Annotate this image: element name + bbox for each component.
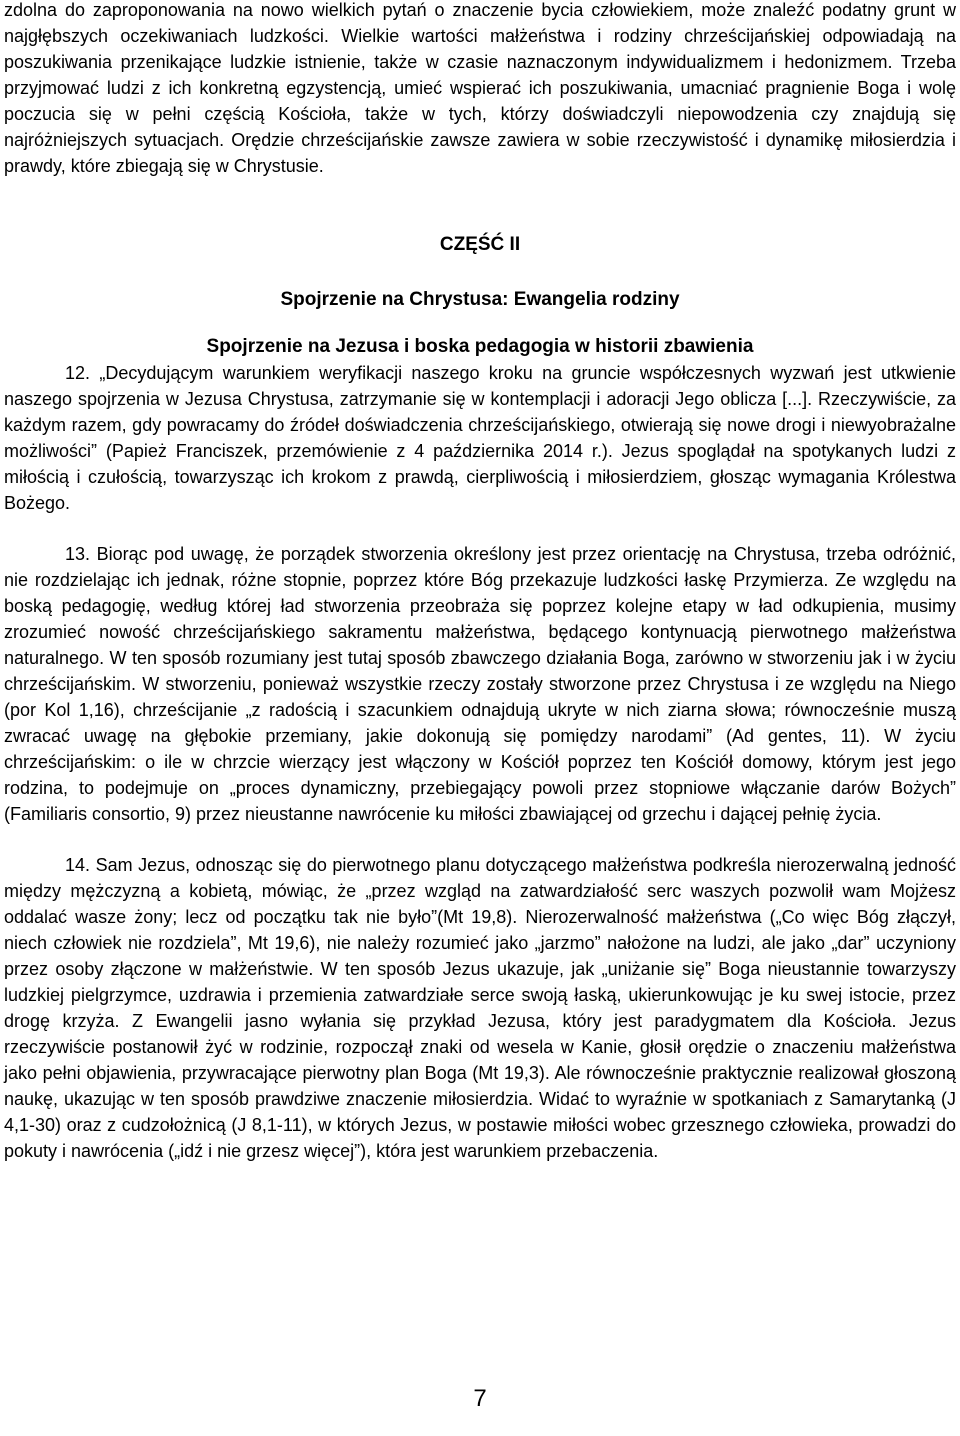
page-number: 7 — [473, 1385, 487, 1412]
paragraph-14: 14. Sam Jezus, odnosząc się do pierwotnego planu dotyczącego małżeństwa podkreśla nierozerwalną jedność między mężczyzną a kobietą, mówiąc, że „przez wzgląd na zatwardziałość serc waszych pozwolił wam Mojżesz oddalać wasze żony; lecz od początku tak nie było”(Mt 19,8). Nierozerwalność małżeństwa („Co więc Bóg złączył, niech człowiek nie rozdziela”, Mt 19,6), nie należy rozumieć jako „jarzmo” nałożone na ludzi, ale jako „dar” uczyniony przez osoby złączone w małżeństwie. W ten sposób Jezus ukazuje, jak „uniżanie się” Boga nieustannie towarzyszy ludzkiej pielgrzymce, uzdrawia i przemienia zatwardziałe serce swoją łaską, ukierunkowując je ku swej istocie, przez drogę krzyża. Z Ewangelii jasno wyłania się przykład Jezusa, który jest paradygmatem dla Kościoła. Jezus rzeczywiście postanowił żyć w rodzinie, rozpoczął znaki od wesela w Kanie, głosił orędzie o znaczeniu małżeństwa jako pełni objawienia, przywracające pierwotny plan Boga (Mt 19,3). Ale równocześnie praktycznie realizował głoszoną naukę, ukazując w ten sposób prawdziwe znaczenie miłosierdzia. Widać to wyraźnie w spotkaniach z Samarytanką (J 4,1-30) oraz z cudzołożnicą (J 8,1-11), w których Jezus, w postawie miłości wobec grzesznego człowieka, prowadzi do pokuty i nawrócenia („idź i nie grzesz więcej”), która jest warunkiem przebaczenia. — [4, 855, 956, 1161]
part-heading: CZĘŚĆ II — [439, 234, 521, 255]
section-subtitle: Spojrzenie na Jezusa i boska pedagogia w historii zbawienia — [206, 336, 754, 357]
paragraph-12: 12. „Decydującym warunkiem weryfikacji naszego kroku na gruncie współczesnych wyzwań jest utkwienie naszego spojrzenia w Jezusa Chrystusa, zatrzymanie się w kontemplacji i adoracji Jego oblicza [...]. Rzeczywiście, za każdym razem, gdy powracamy do źródeł doświadczenia chrześcijańskiego, otwierają się nowe drogi i niewyobrażalne możliwości” (Papież Franciszek, przemówienie z 4 października 2014 r.). Jezus spoglądał na spotykanych ludzi z miłością i czułością, towarzysząc ich krokom z prawdą, cierpliwością i miłosierdziem, głosząc wymagania Królestwa Bożego. — [4, 363, 956, 513]
document-page — [4, 0, 956, 1164]
section-title: Spojrzenie na Chrystusa: Ewangelia rodziny — [280, 289, 680, 310]
paragraph-13: 13. Biorąc pod uwagę, że porządek stworzenia określony jest przez orientację na Chrystusa, trzeba odróżnić, nie rozdzielając ich jednak, różne stopnie, poprzez które Bóg przekazuje ludzkości łaskę Przymierza. Ze względu na boską pedagogię, według której ład stworzenia przeobraża się poprzez kolejne etapy w ład odkupienia, musimy zrozumieć nowość chrześcijańskiego sakramentu małżeństwa, będącego kontynuacją pierwotnego małżeństwa naturalnego. W ten sposób rozumiany jest tutaj sposób zbawczego działania Boga, zarówno w stworzeniu jak i w życiu chrześcijańskim. W stworzeniu, ponieważ wszystkie rzeczy zostały stworzone przez Chrystusa i ze względu na Niego (por Kol 1,16), chrześcijanie „z radością i szacunkiem odnajdują ukryte w nich ziarna słowa; równocześnie muszą zwracać uwagę na głębokie przemiany, jakie dokonują się pomiędzy narodami” (Ad gentes, 11). W życiu chrześcijańskim: o ile w chrzcie wierzący jest włączony w Kościół poprzez ten Kościół domowy, którym jest jego rodzina, to podejmuje on „proces dynamiczny, przebiegający powoli przez stopniowe włączanie darów Bożych” (Familiaris consortio, 9) przez nieustanne nawrócenie ku miłości zbawiającej od grzechu i dającej pełnię życia. — [4, 544, 956, 824]
paragraph-continuation: zdolna do zaproponowania na nowo wielkich pytań o znaczenie bycia człowiekiem, może znaleźć podatny grunt w najgłębszych oczekiwaniach ludzkości. Wielkie wartości małżeństwa i rodziny chrześcijańskiej odpowiadają na poszukiwania przenikające ludzkie istnienie, także w czasie naznaczonym indywidualizmem i hedonizmem. Trzeba przyjmować ludzi z ich konkretną egzystencją, umieć wspierać ich poszukiwania, umacniać pragnienie Boga i wolę poczucia się w pełni częścią Kościoła, także w tych, którzy doświadczyli niepowodzenia czy znajdują się najróżniejszych sytuacjach. Orędzie chrześcijańskie zawsze zawiera w sobie rzeczywistość i dynamikę miłosierdzia i prawdy, które zbiegają się w Chrystusie. — [4, 0, 956, 176]
